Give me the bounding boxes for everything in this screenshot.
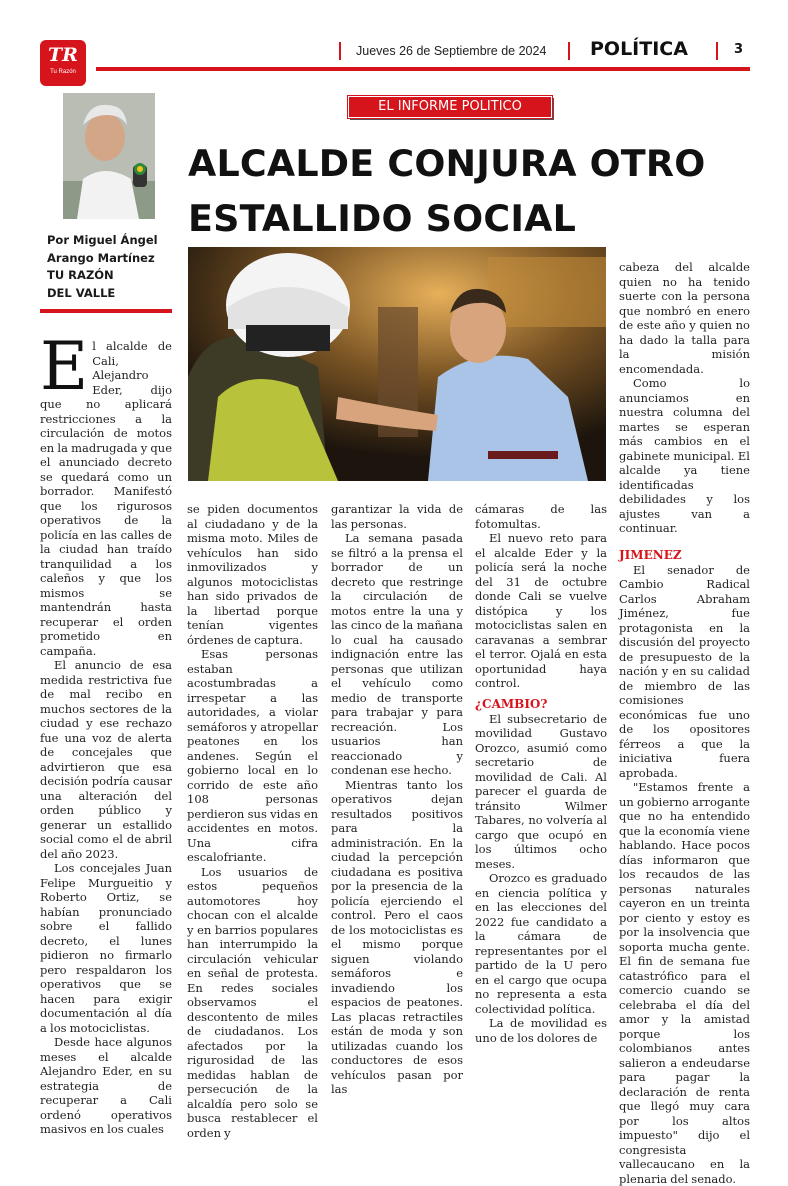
subhead-jimenez: JIMENEZ xyxy=(619,547,682,562)
header-divider xyxy=(716,42,718,60)
logo-subtitle: Tu Razón xyxy=(50,69,76,75)
header-rule xyxy=(96,67,750,71)
paragraph: El subsecretario de movilidad Gustavo Orozco, asumió como secretario de movilidad de Cali. Al parecer el guarda de tránsito Wilmer Tabares, no volvería al cargo que ocupó en los últimos ocho meses. xyxy=(475,711,607,871)
article-column-2 xyxy=(187,502,318,1140)
photo-illustration xyxy=(188,247,606,481)
paragraph: El anuncio de esa medida restrictiva fue de mal recibo en muchos sectores de la ciudad y ese rechazo fue una voz de alerta de concejales que advirtieron que esa decisión podría causar una alteración del orden público y generar un estallido social como el de abril del año 2023. xyxy=(40,658,172,861)
article-column-4 xyxy=(475,502,607,1045)
paragraph: Como lo anunciamos en nuestra columna del martes se esperan más cambios en el gabinete municipal. El alcalde ya tiene identificadas debilidades y los ajustes van a continuar. xyxy=(619,376,750,535)
header-divider xyxy=(339,42,341,60)
paragraph: La semana pasada se filtró a la prensa el borrador de un decreto que restringe la circulación de motos entre la una y las cinco de la mañana lo cual ha causado indignación entre las personas que utilizan el vehículo como medio de transporte para trabajar y para recreación. Los usuarios han reaccionado y condenan ese hecho. xyxy=(331,531,463,777)
headline-line: ESTALLIDO SOCIAL xyxy=(188,197,577,240)
article-column-1 xyxy=(40,328,172,1137)
paragraph: se piden documentos al ciudadano y de la misma moto. Miles de vehículos han sido inmovilizados y algunos motociclistas han sido privados de la libertad porque tenían vigentes órdenes de captura. xyxy=(187,502,318,647)
byline xyxy=(47,232,158,302)
article-photo xyxy=(188,247,606,481)
paragraph: "Estamos frente a un gobierno arrogante que no ha entendido que la economía viene hablando. Hace pocos días informaron que los recaudos de las personas naturales cayeron en un treinta por ciento y estoy es por la insolvencia que soporta mucha gente. El fin de semana fue catastrófico para el comercio cuando se celebraba el día del amor y la amistad porque los colombianos antes salieron a endeudarse para pagar la declaración de renta que llegó muy cara por los altos impuesto" dijo el congresista vallecaucano en la plenaria del senado. xyxy=(619,780,750,1186)
paragraph: Los concejales Juan Felipe Murgueitio y Roberto Ortiz, se habían pronunciado sobre el fallido decreto, el lunes pidieron no firmarlo pero respaldaron los operativos que se hacen para exigir documentación al día a los motociclistas. xyxy=(40,861,172,1035)
section-name: POLÍTICA xyxy=(590,38,688,60)
paragraph: El nuevo reto para el alcalde Eder y la policía será la noche del 31 de octubre donde Cali se vuelve distópica y los motociclistas salen en caravanas a sembrar el terror. Ojalá en esta oportunidad haya control. xyxy=(475,531,607,690)
newspaper-logo xyxy=(40,40,86,86)
byline-line: Por Miguel Ángel xyxy=(47,233,158,247)
paragraph: Los usuarios de estos pequeños automotores hoy chocan con el alcalde y en barrios populares han interrumpido la circulación vehicular en señal de protesta. En redes sociales observamos el descontento de miles de ciudadanos. Los afectados por la rigurosidad de las medidas hablan de persecución de la alcaldía pero solo se busca restablecer el orden y xyxy=(187,864,318,1140)
paragraph: Orozco es graduado en ciencia política y en las elecciones del 2022 fue candidato a la cámara de representantes por el partido de la U pero en el cargo que ocupa no representa a esta colectividad política. xyxy=(475,871,607,1016)
paragraph: garantizar la vida de las personas. xyxy=(331,502,463,531)
byline-line: DEL VALLE xyxy=(47,285,116,300)
headline-line: ALCALDE CONJURA OTRO xyxy=(188,142,706,185)
byline-rule xyxy=(40,309,172,313)
byline-line: TU RAZÓN xyxy=(47,268,114,282)
byline-line: Arango Martínez xyxy=(47,250,155,265)
subhead-cambio: ¿CAMBIO? xyxy=(475,696,548,711)
portrait-illustration xyxy=(63,93,155,219)
article-column-3 xyxy=(331,502,463,1097)
article-column-5 xyxy=(619,260,750,1186)
drop-cap: E xyxy=(40,328,89,405)
header-divider xyxy=(568,42,570,60)
paragraph: cabeza del alcalde quien no ha tenido suerte con la persona que nombró en enero de este año y quien no ha dado la talla para la misión encomendada. xyxy=(619,260,750,376)
paragraph: cámaras de las fotomultas. xyxy=(475,502,607,531)
paragraph: El senador de Cambio Radical Carlos Abraham Jiménez, fue protagonista en la discusión del proyecto de presupuesto de la nación y en su calidad de miembro de las comisiones económicas fue uno de los opositores férreos a que la iniciativa fuera aprobada. xyxy=(619,562,750,780)
paragraph: l alcalde de Cali, Alejandro Eder, dijo que no aplicará restricciones a la circulación de motos en la madrugada y que el anunciado decreto se quedará como un borrador. Manifestó que los rigurosos operativos de la policía en las calles de la ciudad han traído tranquilidad a los caleños y que los mismos se mantendrán hasta recuperar el orden prometido en campaña. xyxy=(40,339,172,658)
page-number: 3 xyxy=(734,42,744,57)
kicker-label: EL INFORME POLITICO xyxy=(348,96,552,118)
logo-text: TR xyxy=(48,44,78,66)
paragraph: Desde hace algunos meses el alcalde Alejandro Eder, en su estrategia de recuperar a Cali ordenó operativos masivos en los cuales xyxy=(40,1035,172,1136)
paragraph: Esas personas estaban acostumbradas a irrespetar a las autoridades, a violar semáforos y atropellar peatones en los andenes. Según el gobierno local en lo corrido de este año 108 personas perdieron sus vidas en accidentes en motos. Una cifra escalofriante. xyxy=(187,647,318,864)
author-photo xyxy=(63,93,155,219)
paragraph: Mientras tanto los operativos dejan resultados positivos para la administración. En la ciudad la percepción ciudadana es positiva por la presencia de la policía ejerciendo el control. Pero el caos de los motociclistas es el mismo porque siguen violando semáforos e invadiendo los espacios de peatones. Las placas retractiles están de moda y son utilizadas cuando los conductores de esos vehículos pasan por las xyxy=(331,777,463,1096)
paragraph: La de movilidad es uno de los dolores de xyxy=(475,1016,607,1045)
issue-date: Jueves 26 de Septiembre de 2024 xyxy=(356,44,547,58)
